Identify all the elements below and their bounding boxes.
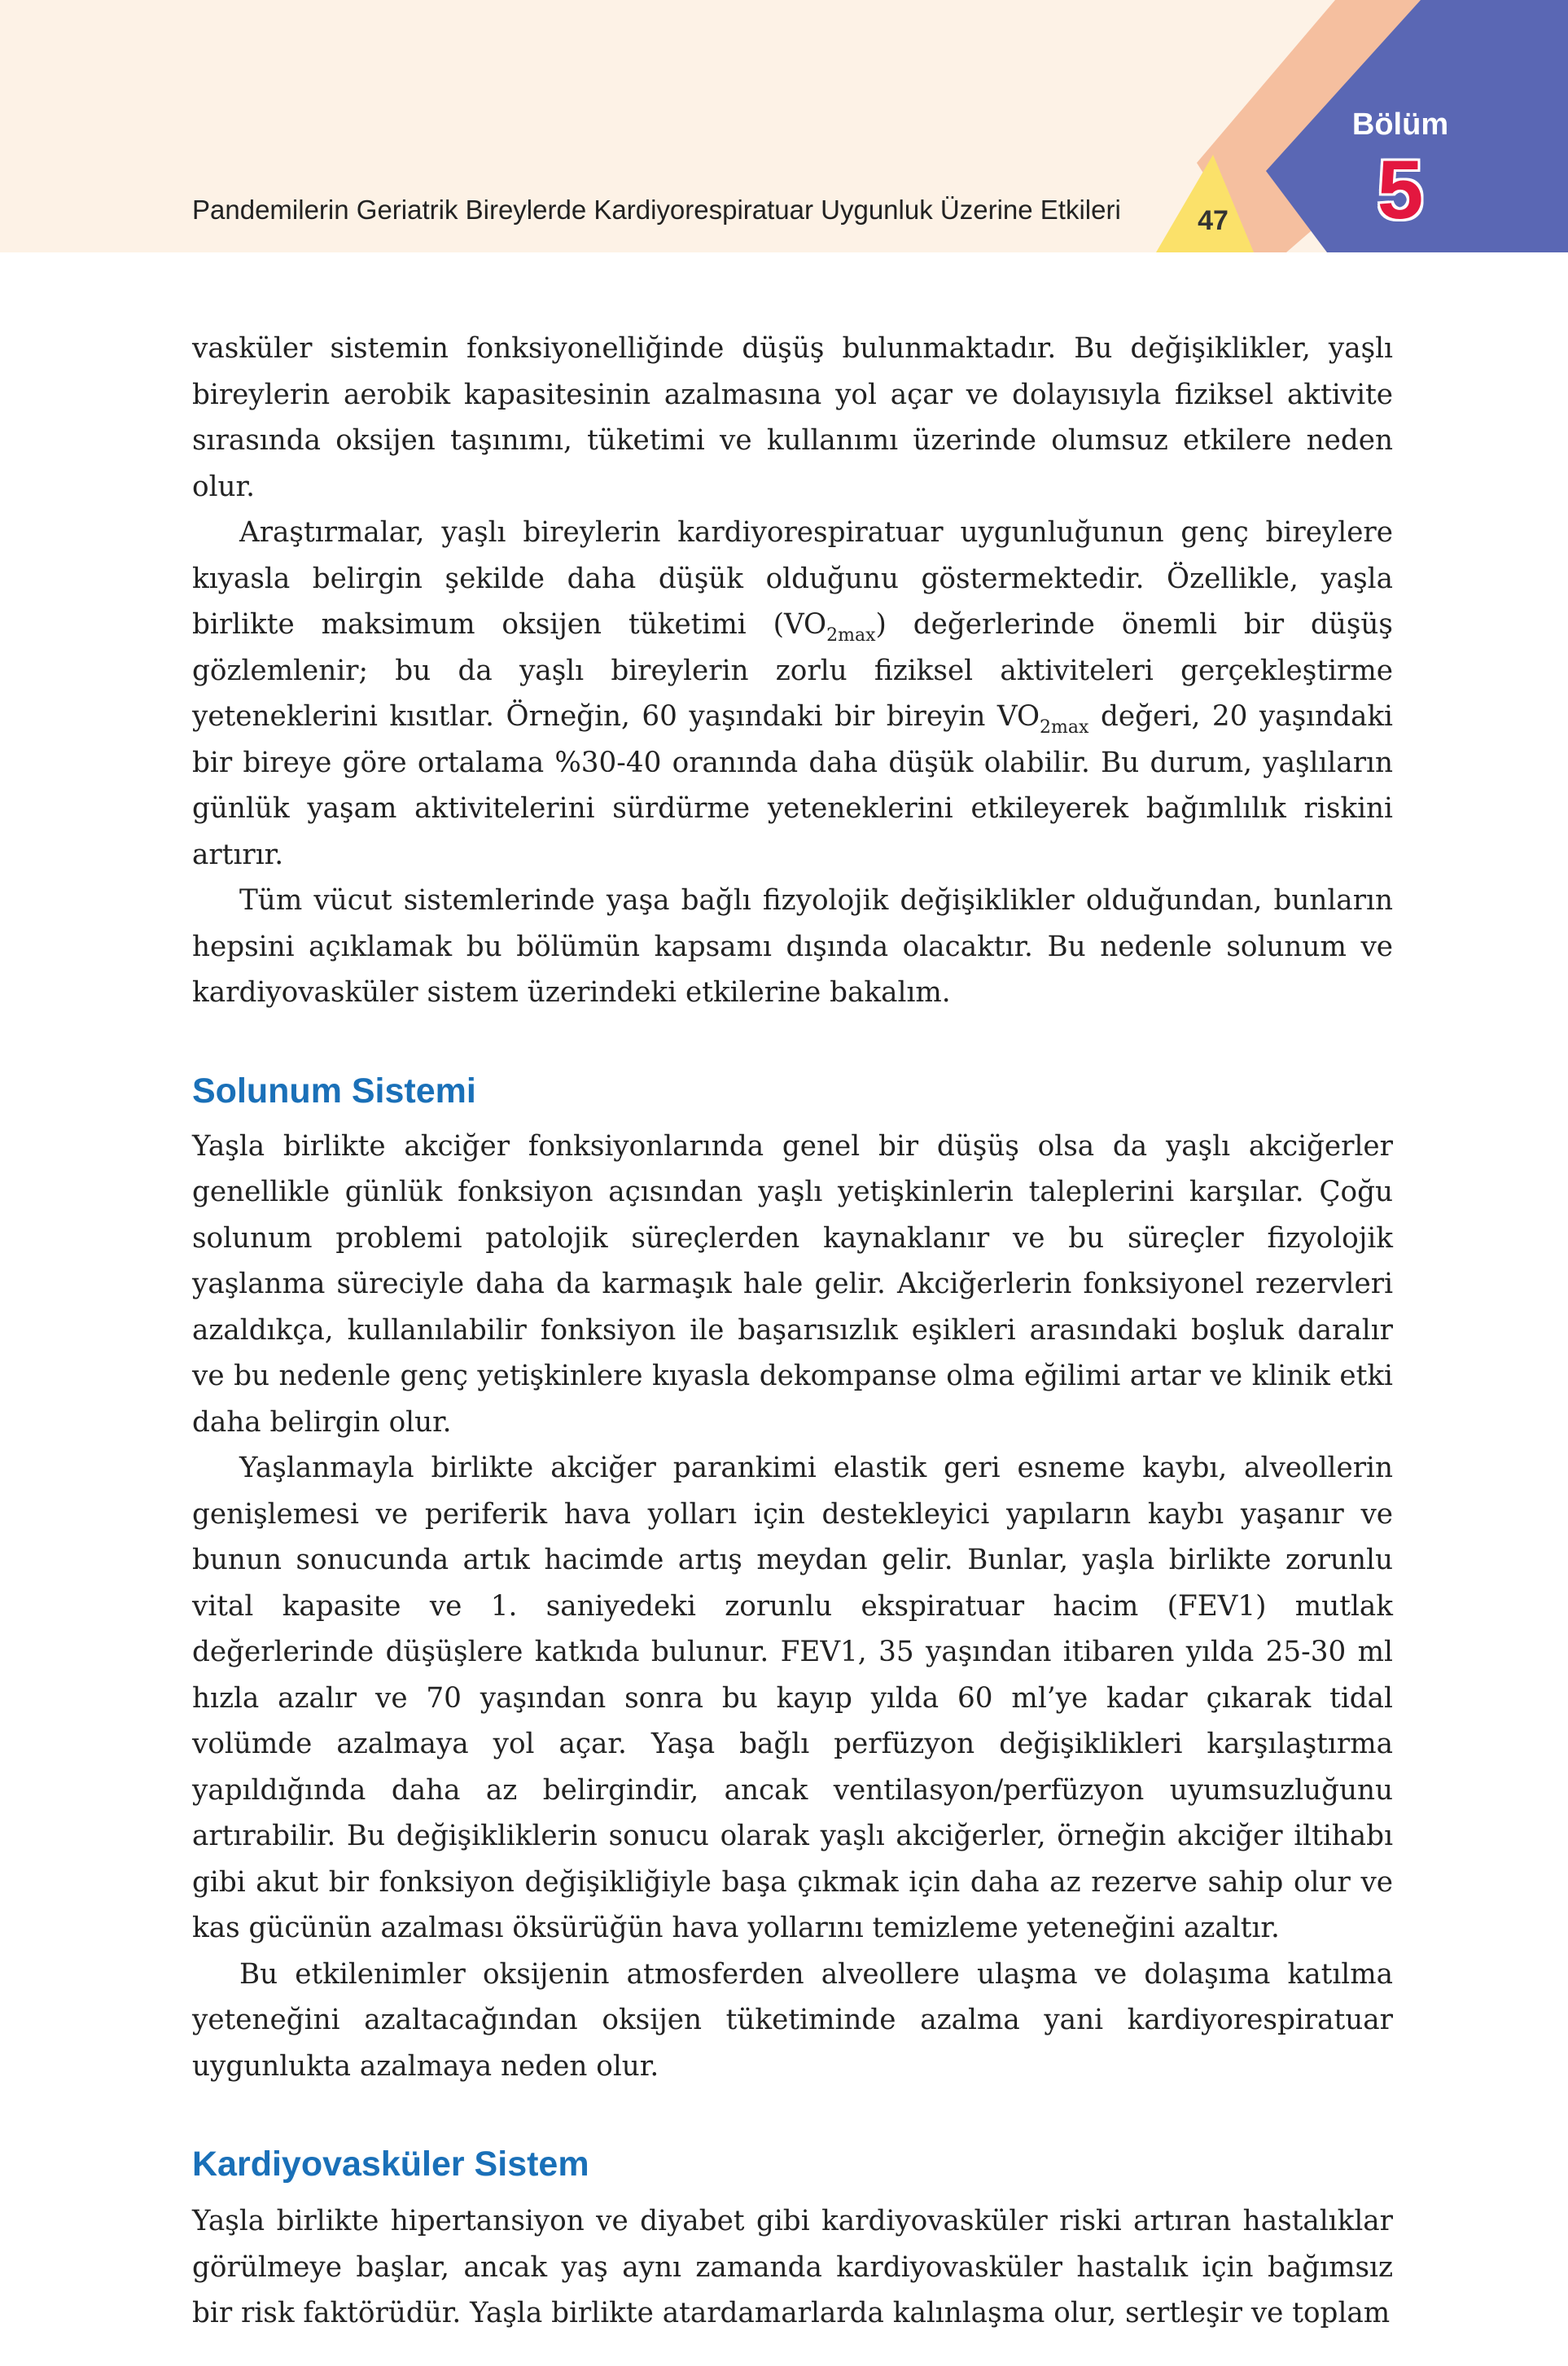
chapter-label: Bölüm — [1351, 107, 1449, 142]
paragraph-1: vasküler sistemin fonksiyonelliğinde düşüş bulunmaktadır. Bu değişiklikler, yaşlı bireylerin aerobik kapasitesinin azalmasına yol açar ve dolayısıyla fiziksel aktivite sırasında oksijen taşınımı, tüketimi ve kullanımı üzerinde olumsuz etkilere neden olur. — [192, 332, 1393, 503]
paragraph-2-part-c: değeri, 20 yaşındaki bir bireye göre ortalama %30-40 oranında daha düşük olabilir. Bu durum, yaşlıların günlük yaşam aktivitelerini sürdürme yeteneklerini etkileyerek bağımlılık riskini artırır. — [192, 700, 1393, 871]
running-title: Pandemilerin Geriatrik Bireylerde Kardiyorespiratuar Uygunluk Üzerine Etkileri — [192, 195, 1121, 225]
paragraph-2-part-a: Araştırmalar, yaşlı bireylerin kardiyorespiratuar uygunluğunun genç bireylere kıyasla belirgin şekilde daha düşük olduğunu göstermektedir. Özellikle, yaşla birlikte maksimum oksijen tüketimi (VO — [192, 516, 1393, 641]
section-heading-solunum: Solunum Sistemi — [192, 1071, 476, 1111]
paragraph-7: Yaşla birlikte hipertansiyon ve diyabet gibi kardiyovasküler riski artıran hastalıklar görülmeye başlar, ancak yaş aynı zamanda kardiyovasküler hastalık için bağımsız bir risk faktörüdür. Yaşla birlikte atardamarlarda kalınlaşma olur, sertleşir ve toplam — [192, 2205, 1393, 2329]
paragraph-3: Tüm vücut sistemlerinde yaşa bağlı fizyolojik değişiklikler olduğundan, bunların hepsini açıklamak bu bölümün kapsamı dışında olacaktır. Bu nedenle solunum ve kardiyovasküler sistem üzerindeki etkilerine bakalım. — [192, 884, 1393, 1009]
paragraph-4: Yaşla birlikte akciğer fonksiyonlarında genel bir düşüş olsa da yaşlı akciğerler genellikle günlük fonksiyon açısından yaşlı yetişkinlerin taleplerini karşılar. Çoğu solunum problemi patolojik süreçlerden kaynaklanır ve bu süreçler fizyolojik yaşlanma süreciyle daha da karmaşık hale gelir. Akciğerlerin fonksiyonel rezervleri azaldıkça, kullanılabilir fonksiyon ile başarısızlık eşikleri arasındaki boşluk daralır ve bu nedenle genç yetişkinlere kıyasla dekompanse olma eğilimi artar ve klinik etki daha belirgin olur. — [192, 1129, 1393, 1439]
vo2max-subscript-2: 2max — [1040, 717, 1089, 738]
body-text — [192, 326, 1393, 2337]
chapter-number: 5 — [1377, 143, 1424, 236]
paragraph-5: Yaşlanmayla birlikte akciğer parankimi elastik geri esneme kaybı, alveollerin genişlemesi ve periferik hava yolları için destekleyici yapıların kaybı yaşanır ve bunun sonucunda artık hacimde artış meydan gelir. Bunlar, yaşla birlikte zorunlu vital kapasite ve 1. saniyedeki zorunlu ekspiratuar hacim (FEV1) mutlak değerlerinde düşüşlere katkıda bulunur. FEV1, 35 yaşından itibaren yılda 25-30 ml hızla azalır ve 70 yaşından sonra bu kayıp yılda 60 ml’ye kadar çıkarak tidal volümde azalmaya yol açar. Yaşa bağlı perfüzyon değişiklikleri karşılaştırma yapıldığında daha az belirgindir, ancak ventilasyon/perfüzyon uyumsuzluğunu artırabilir. Bu değişikliklerin sonucu olarak yaşlı akciğerler, örneğin akciğer iltihabı gibi akut bir fonksiyon değişikliğiyle başa çıkmak için daha az rezerve sahip olur ve kas gücünün azalması öksürüğün hava yollarını temizleme yeteneğini azaltır. — [192, 1452, 1393, 1944]
paragraph-6: Bu etkilenimler oksijenin atmosferden alveollere ulaşma ve dolaşıma katılma yeteneğini azaltacağından oksijen tüketiminde azalma yani kardiyorespiratuar uygunlukta azalmaya neden olur. — [192, 1957, 1393, 2083]
paragraph-2-part-b: ) değerlerinde önemli bir düşüş gözlemlenir; bu da yaşlı bireylerin zorlu fiziksel aktiviteleri gerçekleştirme yeteneklerini kısıtlar. Örneğin, 60 yaşındaki bir bireyin VO — [192, 608, 1393, 733]
section-heading-kardiyovaskuler: Kardiyovasküler Sistem — [192, 2145, 589, 2184]
vo2max-subscript-1: 2max — [826, 625, 876, 646]
paragraph-2 — [192, 510, 1393, 878]
page-number: 47 — [1198, 205, 1229, 236]
